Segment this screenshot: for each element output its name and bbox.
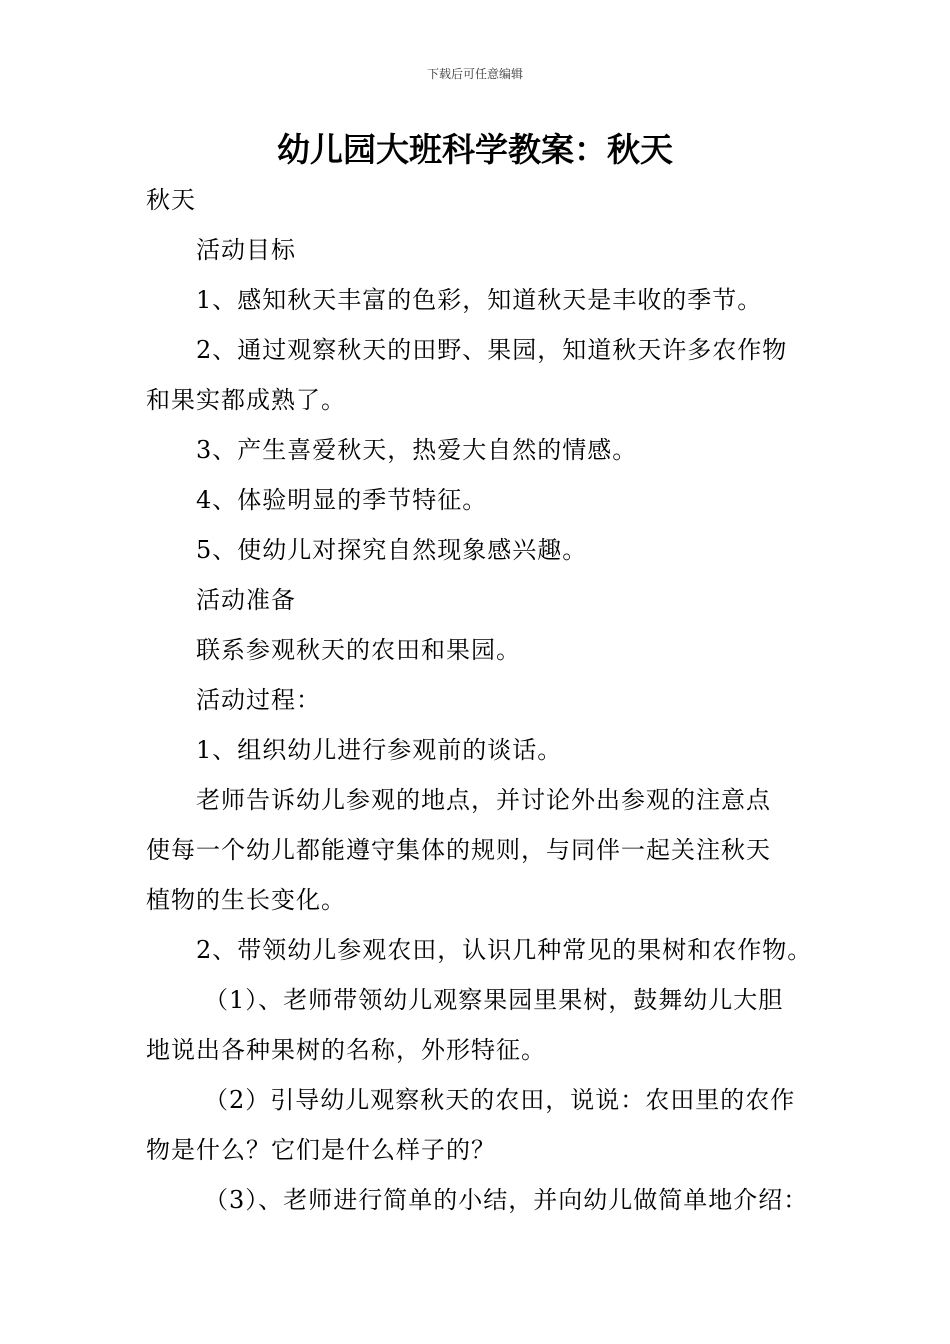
section-heading: 活动过程：	[196, 686, 321, 714]
paragraph-line: 地说出各种果树的名称，外形特征。	[146, 1036, 546, 1064]
paragraph-line: （2）引导幼儿观察秋天的农田，说说：农田里的农作	[204, 1086, 796, 1114]
paragraph-line: 1、组织幼儿进行参观前的谈话。	[196, 736, 563, 764]
paragraph-line: 使每一个幼儿都能遵守集体的规则，与同伴一起关注秋天	[146, 836, 771, 864]
paragraph-line: 4、体验明显的季节特征。	[196, 486, 488, 514]
document-body	[146, 180, 826, 1230]
paragraph-line: 1、感知秋天丰富的色彩，知道秋天是丰收的季节。	[196, 286, 763, 314]
paragraph-line: 老师告诉幼儿参观的地点，并讨论外出参观的注意点	[196, 786, 771, 814]
paragraph-line: 和果实都成熟了。	[146, 386, 346, 414]
section-heading: 活动准备	[196, 586, 296, 614]
paragraph-line: 3、产生喜爱秋天，热爱大自然的情感。	[196, 436, 638, 464]
paragraph-line: （1）、老师带领幼儿观察果园里果树，鼓舞幼儿大胆	[204, 986, 784, 1014]
paragraph-line: 植物的生长变化。	[146, 886, 346, 914]
paragraph-line: 联系参观秋天的农田和果园。	[196, 636, 521, 664]
header-note: 下载后可任意编辑	[426, 67, 523, 81]
paragraph-line: 2、带领幼儿参观农田，认识几种常见的果树和农作物。	[196, 936, 813, 964]
paragraph-line: 秋天	[146, 186, 196, 214]
document-title: 幼儿园大班科学教案：秋天	[277, 130, 673, 169]
section-heading: 活动目标	[196, 236, 296, 264]
paragraph-line: 物是什么？它们是什么样子的？	[146, 1136, 496, 1164]
paragraph-line: （3）、老师进行简单的小结，并向幼儿做简单地介绍：	[204, 1186, 809, 1214]
paragraph-line: 2、通过观察秋天的田野、果园，知道秋天许多农作物	[196, 336, 788, 364]
paragraph-line: 5、使幼儿对探究自然现象感兴趣。	[196, 536, 588, 564]
